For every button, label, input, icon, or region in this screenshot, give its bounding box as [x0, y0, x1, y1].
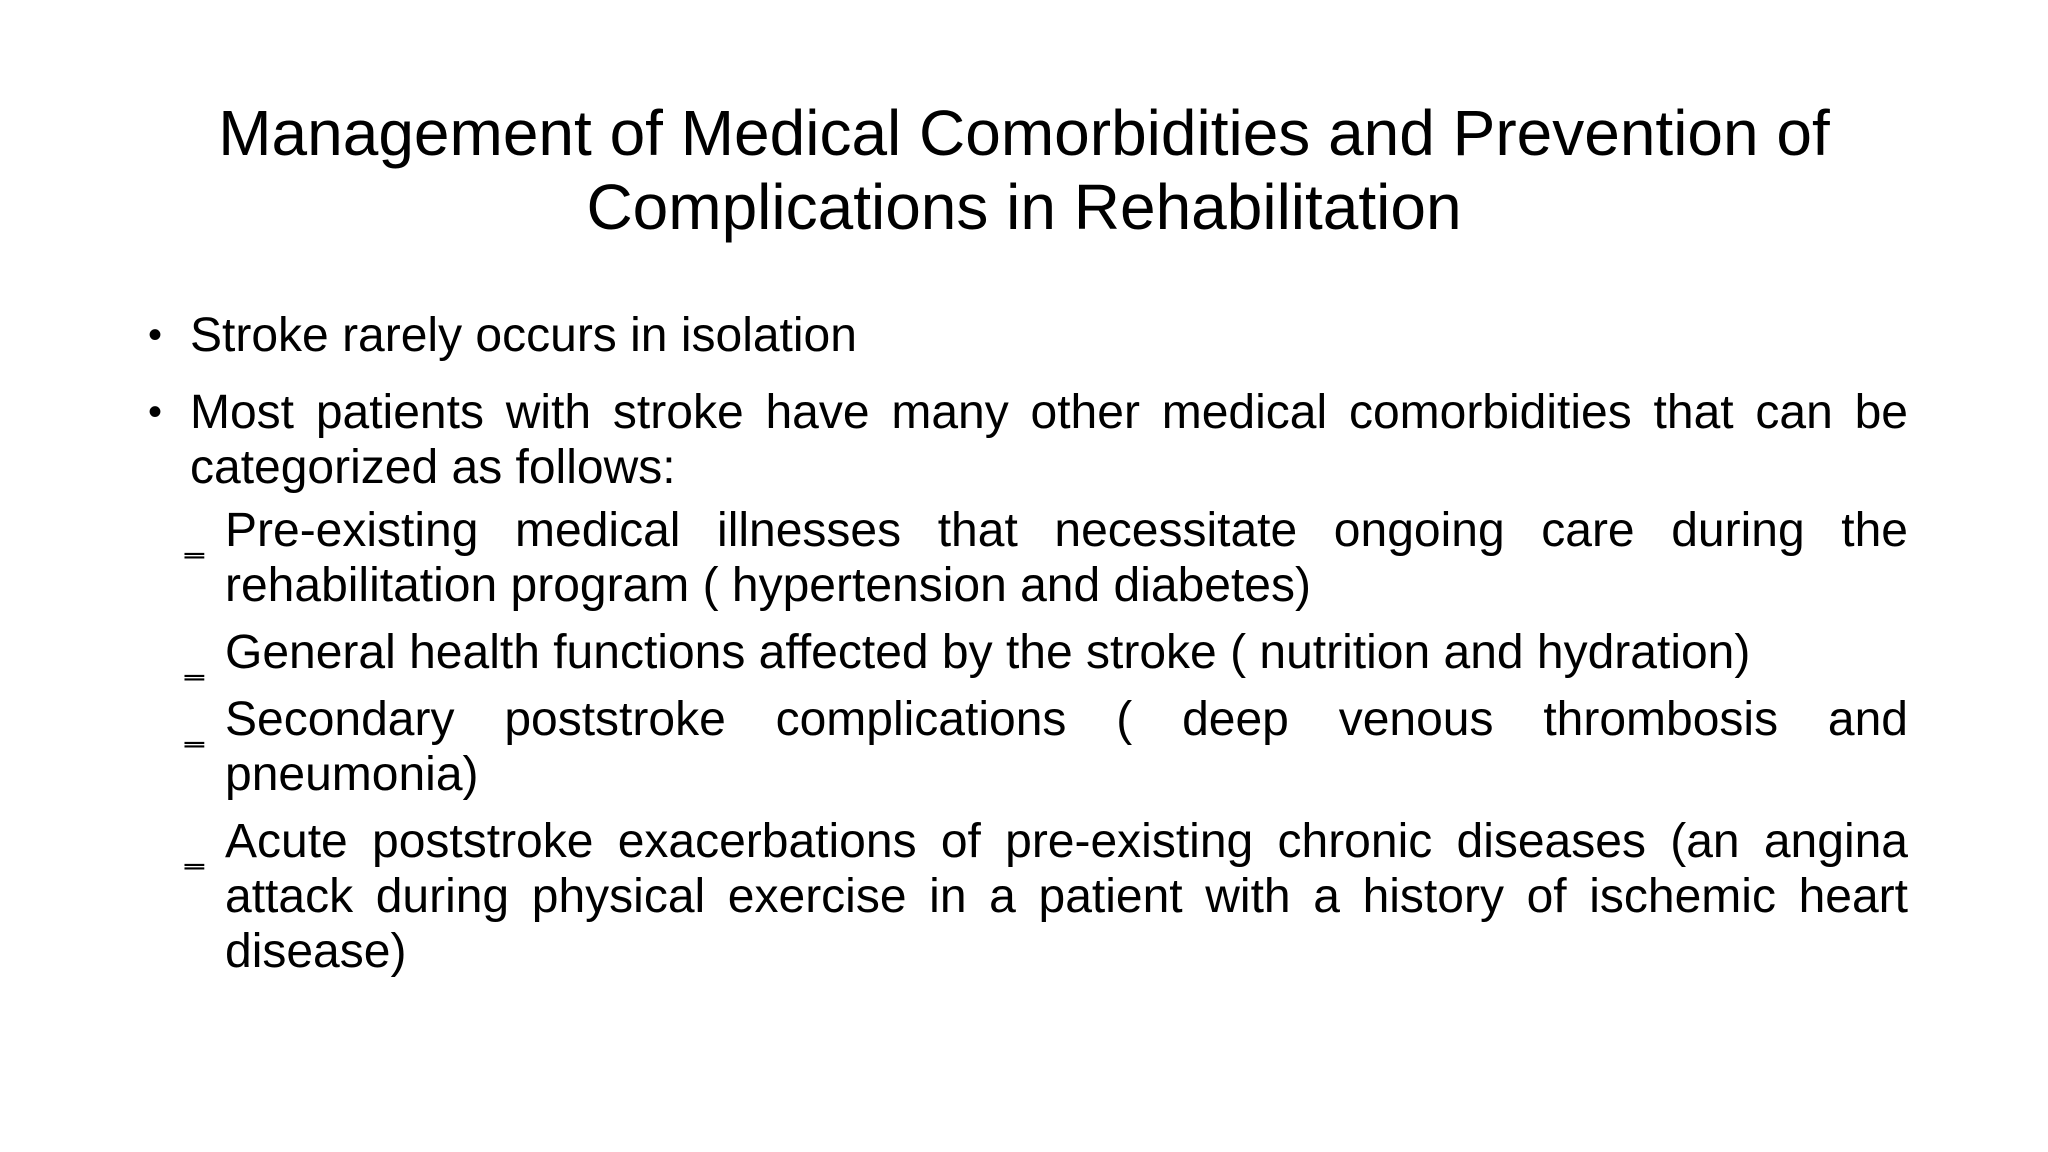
sub-bullet-marker: ‗ — [185, 710, 204, 748]
bullet-marker: • — [148, 313, 163, 357]
sub-bullet-text: Secondary poststroke complications ( deep venous thrombosis and pneumonia) — [225, 693, 1908, 801]
bullet-item-2 — [148, 385, 1908, 979]
bullet-text: Stroke rarely occurs in isolation — [190, 309, 857, 362]
sub-bullet-item-1 — [185, 503, 1908, 613]
sub-bullet-marker: ‗ — [185, 832, 204, 870]
slide-title-line-2: Complications in Rehabilitation — [586, 171, 1462, 243]
bullet-list — [148, 308, 1908, 1001]
sub-bullet-text: Acute poststroke exacerbations of pre-existing chronic diseases (an angina attack during physical exercise in a patient with a history of ischemic heart disease) — [225, 815, 1908, 978]
slide-title-line-1: Management of Medical Comorbidities and Prevention of — [218, 97, 1830, 169]
bullet-item-1 — [148, 308, 1908, 363]
sub-bullet-marker: ‗ — [185, 521, 204, 559]
sub-bullet-item-2 — [185, 625, 1908, 681]
sub-bullet-item-4 — [185, 814, 1908, 979]
sub-bullet-marker: ‗ — [185, 643, 204, 681]
sub-bullet-text: General health functions affected by the stroke ( nutrition and hydration) — [225, 626, 1751, 679]
sub-bullet-list — [185, 503, 1908, 979]
bullet-marker: • — [148, 390, 163, 434]
bullet-text: Most patients with stroke have many other medical comorbidities that can be categorized as follows: — [190, 386, 1908, 494]
sub-bullet-item-3 — [185, 692, 1908, 802]
sub-bullet-text: Pre-existing medical illnesses that necessitate ongoing care during the rehabilitation program ( hypertension and diabetes) — [225, 504, 1908, 612]
slide-title — [120, 96, 1928, 244]
